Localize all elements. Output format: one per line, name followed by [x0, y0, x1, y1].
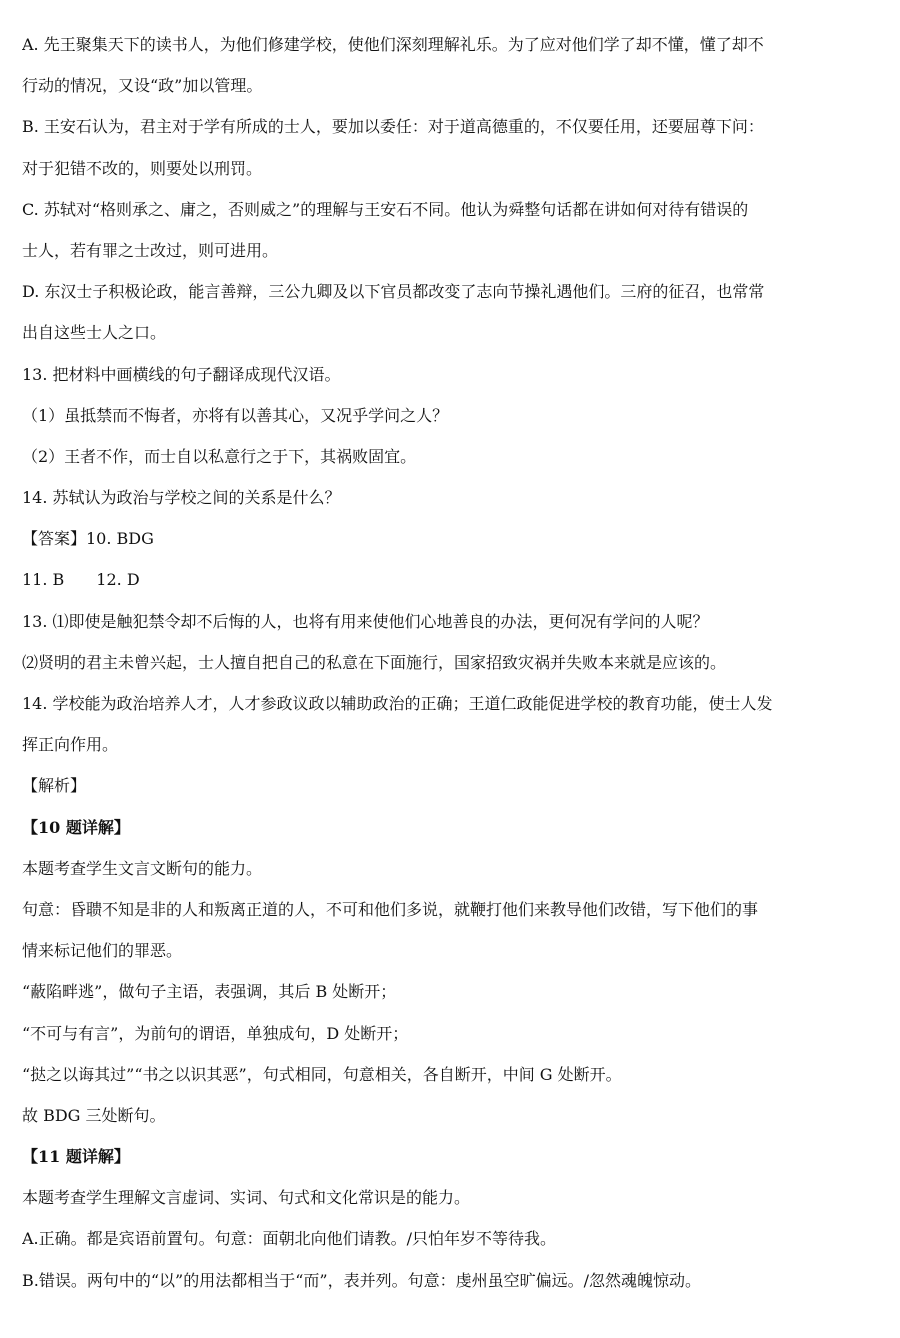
text-line: “不可与有言”，为前句的谓语，单独成句，D 处断开； [22, 1023, 409, 1043]
text-line: A.正确。都是宾语前置句。句意：面朝北向他们请教。/只怕年岁不等待我。 [22, 1229, 557, 1249]
text-line: 【解析】 [22, 776, 87, 796]
text-line: 本题考查学生文言文断句的能力。 [22, 858, 263, 878]
text-line: D. 东汉士子积极论政，能言善辩，三公九卿及以下官员都改变了志向节操礼遇他们。三府的征召，也常常 [22, 282, 765, 302]
text-line: 故 BDG 三处断句。 [22, 1105, 166, 1125]
text-line: 出自这些士人之口。 [22, 323, 167, 343]
document-page [22, 24, 878, 1301]
text-line: 【答案】10. BDG [22, 529, 154, 549]
text-line: ⑵贤明的君主未曾兴起，士人擅自把自己的私意在下面施行，国家招致灾祸并失败本来就是应该的。 [22, 652, 727, 672]
text-line: 行动的情况，又设“政”加以管理。 [22, 76, 263, 96]
text-line: 本题考查学生理解文言虚词、实词、句式和文化常识是的能力。 [22, 1188, 471, 1208]
text-line: 士人，若有罪之士改过，则可进用。 [22, 240, 279, 260]
text-line: C. 苏轼对“格则承之、庸之，否则威之”的理解与王安石不同。他认为舜整句话都在讲如何对待有错误的 [22, 199, 749, 219]
text-line: 挥正向作用。 [22, 735, 119, 755]
text-line: A. 先王聚集天下的读书人，为他们修建学校，使他们深刻理解礼乐。为了应对他们学了却不懂，懂了却不 [22, 35, 764, 54]
text-line: 【10 题详解】 [22, 817, 130, 837]
text-line: 13. 把材料中画横线的句子翻译成现代汉语。 [22, 364, 341, 384]
text-line: B.错误。两句中的“以”的用法都相当于“而”，表并列。句意：虔州虽空旷偏远。/忽然魂魄惊动。 [22, 1270, 701, 1290]
text-line: B. 王安石认为，君主对于学有所成的士人，要加以委任：对于道高德重的，不仅要任用，还要屈尊下问： [22, 117, 764, 137]
text-line: （1）虽抵禁而不悔者，亦将有以善其心，又况乎学问之人？ [22, 405, 449, 425]
text-line: （2）王者不作，而士自以私意行之于下，其祸败固宜。 [22, 446, 417, 466]
text-line: “蔽陷畔逃”，做句子主语，表强调，其后 B 处断开； [22, 982, 397, 1002]
text-line: 11. B 12. D [22, 570, 140, 590]
text-line: 句意：昏聩不知是非的人和叛离正道的人，不可和他们多说，就鞭打他们来教导他们改错，写下他们的事 [22, 899, 759, 919]
text-line: 对于犯错不改的，则要处以刑罚。 [22, 158, 263, 178]
text-line: 14. 苏轼认为政治与学校之间的关系是什么？ [22, 488, 341, 508]
text-line: 情来标记他们的罪恶。 [22, 941, 183, 961]
text-line: 【11 题详解】 [22, 1147, 130, 1167]
text-line: 14. 学校能为政治培养人才，人才参政议政以辅助政治的正确；王道仁政能促进学校的教育功能，使士人发 [22, 694, 773, 713]
text-line: “挞之以诲其过”“书之以识其恶”，句式相同，句意相关，各自断开，中间 G 处断开。 [22, 1064, 622, 1084]
text-line: 13. ⑴即使是触犯禁令却不后悔的人，也将有用来使他们心地善良的办法，更何况有学问的人呢？ [22, 611, 709, 631]
